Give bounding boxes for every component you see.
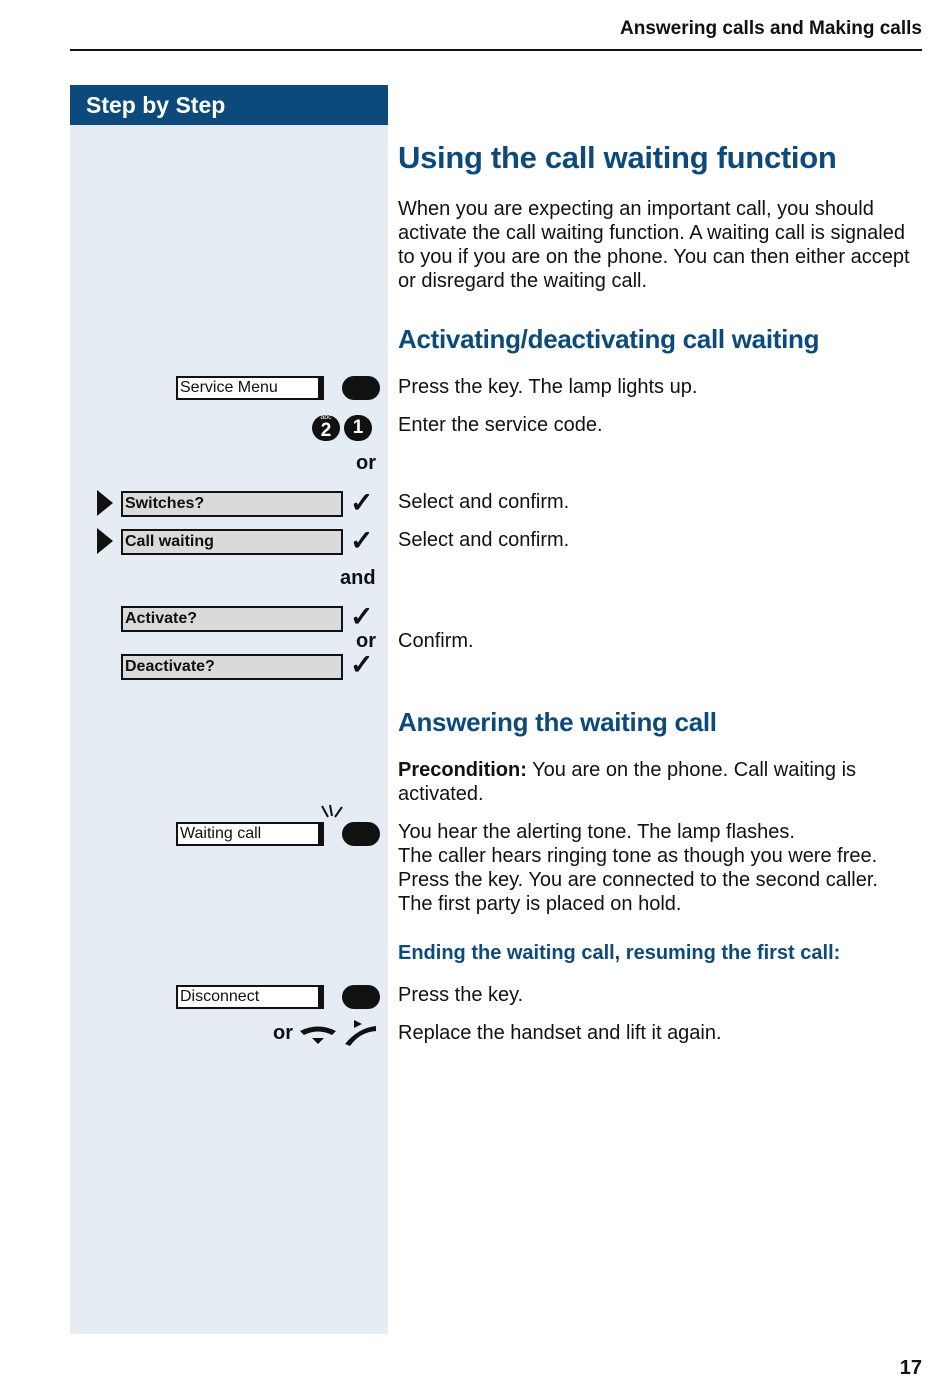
digit-2-key[interactable] [312,415,340,441]
lamp-key-icon[interactable] [342,985,380,1009]
lamp-key-icon[interactable] [342,822,380,846]
precondition-label: Precondition: [398,759,527,781]
flashing-lamp-icon [316,804,346,822]
ending-subtitle: Ending the waiting call, resuming the first call: [398,942,841,964]
page-number: 17 [899,1357,922,1379]
waiting-call-key[interactable]: Waiting call [176,822,324,846]
running-header: Answering calls and Making calls [620,18,922,39]
menu-item-switches[interactable]: Switches? [121,491,343,517]
section-title-activating: Activating/deactivating call waiting [398,324,820,354]
select-arrow-icon [97,528,113,554]
handset-up-icon[interactable] [342,1018,380,1048]
checkmark-icon[interactable]: ✓ [350,525,374,556]
alert-line: You hear the alerting tone. The lamp flashes. [398,821,795,843]
conjunction-or: or [356,452,376,474]
conjunction-and: and [340,567,376,589]
intro-paragraph: When you are expecting an important call, you should activate the call waiting function. A waiting call is signaled to you if you are on the phone. You can then either accept or disregard the waiting call. [398,198,910,292]
header-rule [70,49,922,51]
step-by-step-column [70,85,388,1334]
digit-2-letters: abc [320,414,332,421]
step-end-replace: Replace the handset and lift it again. [398,1022,722,1044]
select-arrow-icon [97,490,113,516]
alert-line: The caller hears ringing tone as though you were free. [398,845,878,867]
menu-item-call-waiting[interactable]: Call waiting [121,529,343,555]
digit-1-label: 1 [352,417,364,438]
alert-line: Press the key. You are connected to the second caller. [398,869,878,891]
checkmark-icon[interactable]: ✓ [350,487,374,518]
precondition-text: You are on the phone. Call waiting is activated. [398,759,857,805]
page-title: Using the call waiting function [398,140,837,175]
digit-1-key[interactable] [344,415,372,441]
conjunction-or: or [273,1022,293,1044]
step-end-press: Press the key. [398,984,524,1006]
menu-item-deactivate[interactable]: Deactivate? [121,654,343,680]
step-service-code: Enter the service code. [398,414,603,436]
step-confirm: Confirm. [398,630,474,652]
precondition-paragraph [398,758,923,806]
step-select-call-waiting: Select and confirm. [398,529,570,551]
step-by-step-heading: Step by Step [70,85,388,125]
alert-line: The first party is placed on hold. [398,893,682,915]
digit-2-label: 2 [320,420,332,441]
step-press-key: Press the key. The lamp lights up. [398,376,698,398]
lamp-key-icon[interactable] [342,376,380,400]
section-title-answering: Answering the waiting call [398,707,717,737]
conjunction-or: or [356,630,376,652]
menu-item-activate[interactable]: Activate? [121,606,343,632]
alert-description [398,820,923,916]
step-select-switches: Select and confirm. [398,491,570,513]
checkmark-icon[interactable]: ✓ [350,649,374,680]
checkmark-icon[interactable]: ✓ [350,601,374,632]
disconnect-key[interactable]: Disconnect [176,985,324,1009]
handset-down-icon[interactable] [298,1020,338,1046]
service-menu-key[interactable]: Service Menu [176,376,324,400]
